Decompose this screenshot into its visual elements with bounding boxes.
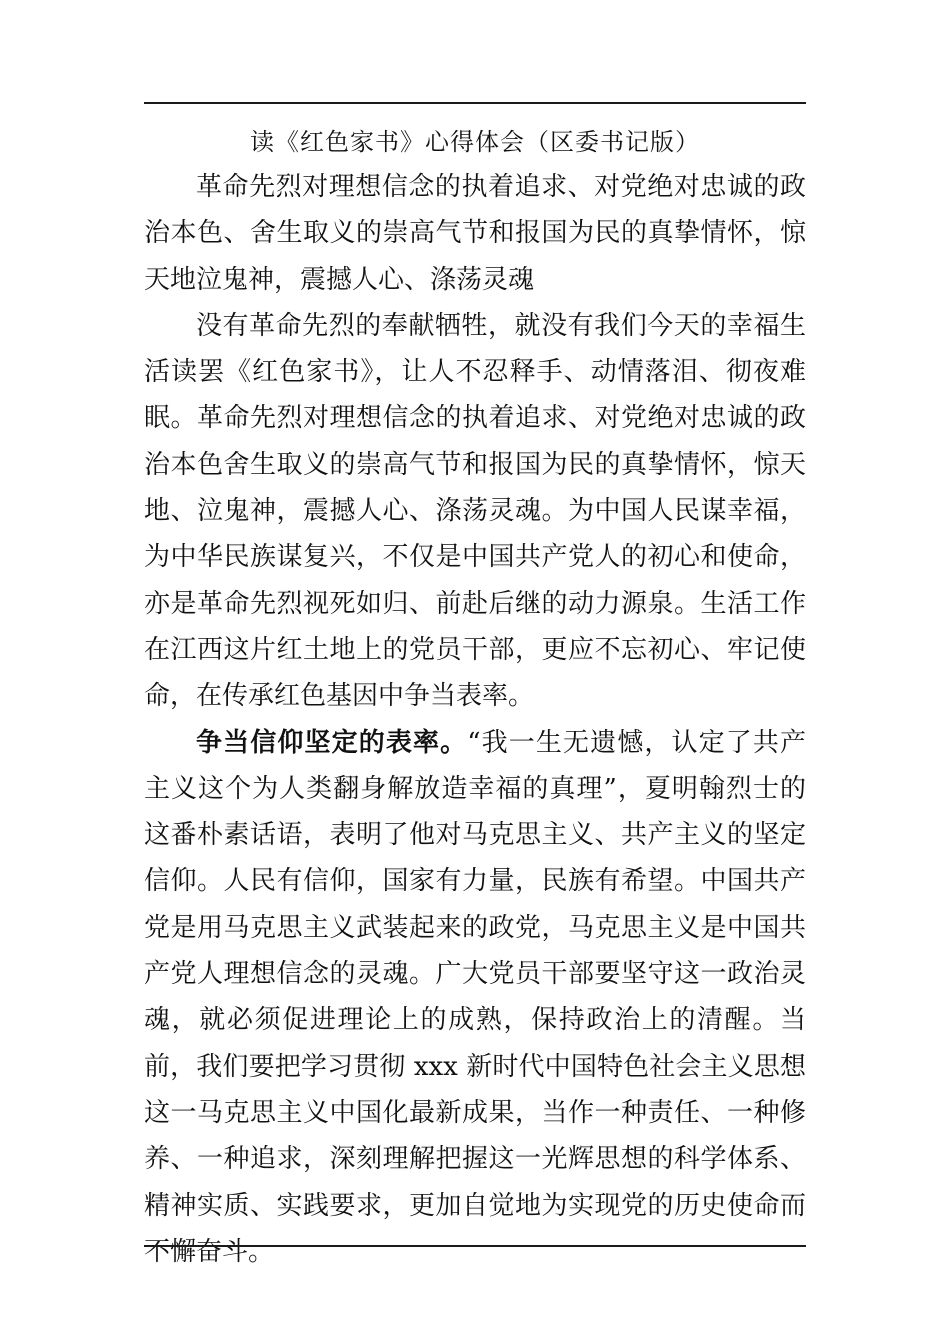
paragraph-text: 革命先烈对理想信念的执着追求、对党绝对忠诚的政治本色、舍生取义的崇高气节和报国为民的真挚情怀，惊天地泣鬼神，震撼人心、涤荡灵魂 [144,172,806,295]
paragraph-text: 没有革命先烈的奉献牺牲，就没有我们今天的幸福生活读罢《红色家书》，让人不忍释手、动情落泪、彻夜难眠。革命先烈对理想信念的执着追求、对党绝对忠诚的政治本色舍生取义的崇高气节和报国为民的真挚情怀，惊天地、泣鬼神，震撼人心、涤荡灵魂。为中国人民谋幸福，为中华民族谋复兴，不仅是中国共产党人的初心和使命，亦是革命先烈视死如归、前赴后继的动力源泉。生活工作在江西这片红土地上的党员干部，更应不忘初心、牢记使命，在传承红色基因中争当表率。 [144,310,806,712]
document-page [144,120,806,1275]
paragraph-faith [144,720,806,1276]
header-rule [144,102,806,104]
paragraph-sacrifice [144,303,806,720]
paragraph-text: “我一生无遗憾，认定了共产主义这个为人类翻身解放造幸福的真理”，夏明翰烈士的这番朴素话语，表明了他对马克思主义、共产主义的坚定信仰。人民有信仰，国家有力量，民族有希望。中国共产党是用马克思主义武装起来的政党，马克思主义是中国共产党人理想信念的灵魂。广大党员干部要坚守这一政治灵魂，就必须促进理论上的成熟，保持政治上的清醒。当前，我们要把学习贯彻 xxx 新时代中国特色社会主义思想这一马克思主义中国化最新成果，当作一种责任、一种修养、一种追求，深刻理解把握这一光辉思想的科学体系、精神实质、实践要求，更加自觉地为实现党的历史使命而不懈奋斗。 [144,727,806,1267]
document-title: 读《红色家书》心得体会（区委书记版） [250,128,700,156]
footer-rule [144,1245,806,1247]
paragraph-intro [144,164,806,303]
paragraph-lead-heading: 争当信仰坚定的表率。 [196,727,468,758]
